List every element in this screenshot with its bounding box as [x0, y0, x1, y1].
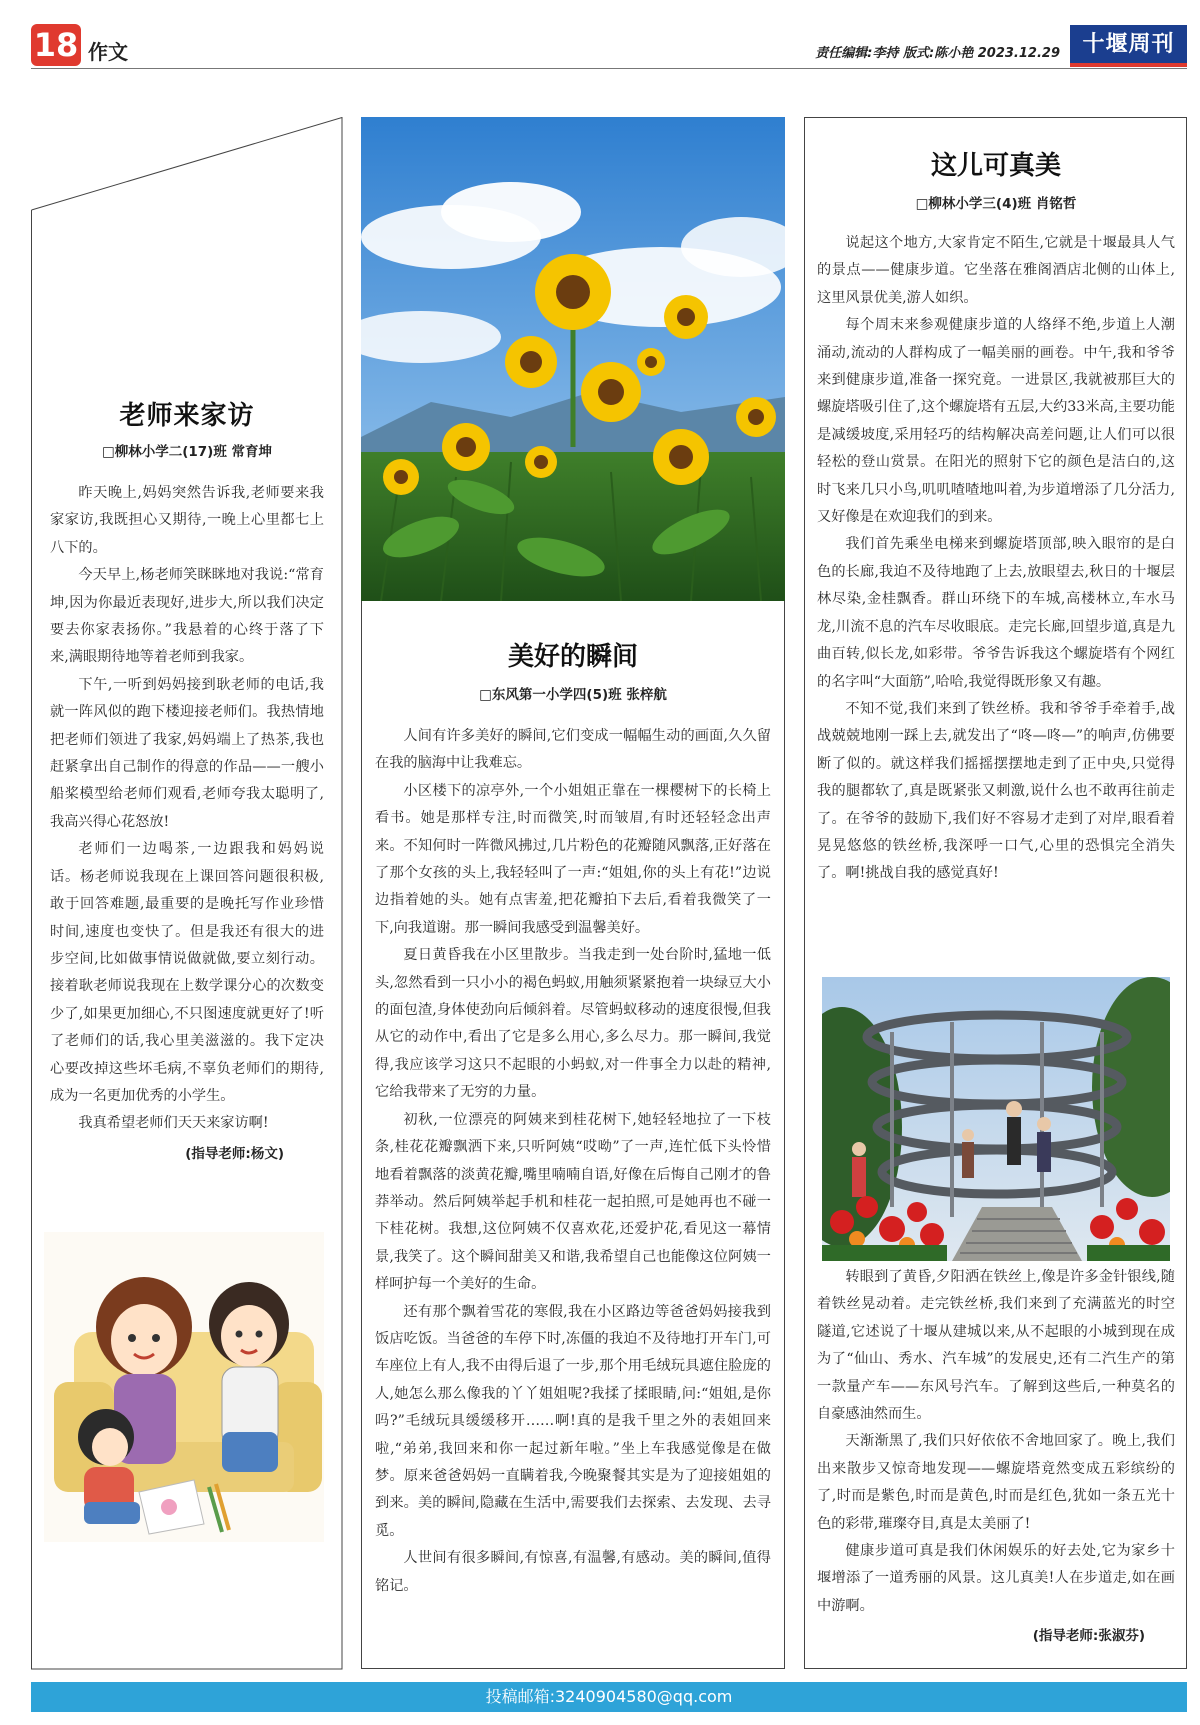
- paragraph: 下午,一听到妈妈接到耿老师的电话,我就一阵风似的跑下楼迎接老师们。我热情地把老师们领进了我家,妈妈端上了热茶,我也赶紧拿出自己制作的得意的作品——一艘小船桨模型给老师们观看,老师夸我太聪明了,我高兴得心花怒放!: [50, 676, 324, 830]
- page-number: 18: [31, 24, 81, 66]
- paragraph: 老师们一边喝茶,一边跟我和妈妈说话。杨老师说我现在上课回答问题很积极,敢于回答难题,最重要的是晚托写作业珍惜时间,速度也变快了。但是我还有很大的进步空间,比如做事情说做就做,要立刻行动。接着耿老师说我现在上数学课分心的次数变少了,如果更加细心,不只图速度就更好了!听了老师们的话,我心里美滋滋的。我下定决心要改掉这些坏毛病,不辜负老师们的期待,成为一名更加优秀的小学生。: [50, 841, 324, 1104]
- header-divider: [31, 68, 1187, 69]
- sunflower-photo: [361, 117, 785, 601]
- article-byline: □柳林小学二(17)班 常育坤: [101, 444, 273, 460]
- paragraph: 人间有许多美好的瞬间,它们变成一幅幅生动的画面,久久留在我的脑海中让我难忘。: [375, 728, 771, 772]
- paragraph: 不知不觉,我们来到了铁丝桥。我和爷爷手牵着手,战战兢兢地刚一踩上去,就发出了“咚—咚—”的响声,仿佛要断了似的。就这样我们摇摇摆摆地走到了正中央,只觉得我的腿都软了,真是既紧张又刺激,说什么也不敢再往前走了。在爷爷的鼓励下,我们好不容易才走到了对岸,眼看着晃晃悠悠的铁丝桥,我深呼一口气,心里的恐惧完全消失了。啊!挑战自我的感觉真好!: [817, 700, 1175, 882]
- paragraph: 我们首先乘坐电梯来到螺旋塔顶部,映入眼帘的是白色的长廊,我迫不及待地跑了上去,放眼望去,秋日的十堰层林尽染,金桂飘香。群山环绕下的车城,高楼林立,车水马龙,川流不息的汽车尽收眼底。走完长廊,回望步道,真是九曲百转,似长龙,如彩带。爷爷告诉我这个螺旋塔有个网红的名字叫“大面筋”,哈哈,我觉得既形象又有趣。: [817, 536, 1175, 690]
- article-title: 老师来家访: [119, 401, 255, 431]
- paragraph: 我真希望老师们天天来家访啊!: [78, 1115, 269, 1132]
- article-so-beautiful-continued: [817, 1264, 1175, 1644]
- paragraph: 夏日黄昏我在小区里散步。当我走到一处台阶时,猛地一低头,忽然看到一只小小的褐色蚂蚁,用触须紧紧抱着一块绿豆大小的面包渣,身体使劲向后倾斜着。尽管蚂蚁移动的速度很慢,但我从它的动作中,看出了它是多么用心,多么尽力。那一瞬间,我觉得,我应该学习这只不起眼的小蚂蚁,对一件事全力以赴的精神,它给我带来了无穷的力量。: [375, 947, 771, 1101]
- article-body: [817, 1264, 1175, 1620]
- section-label: 作文: [88, 40, 128, 64]
- paragraph: 健康步道可真是我们休闲娱乐的好去处,它为家乡十堰增添了一道秀丽的风景。这儿真美!人在步道走,如在画中游啊。: [817, 1543, 1175, 1614]
- advisor-credit: (指导老师:张淑芬): [1032, 1628, 1145, 1645]
- article-title: 这儿可真美: [930, 151, 1061, 181]
- spiral-tower-photo: [822, 977, 1170, 1261]
- paragraph: 说起这个地方,大家肯定不陌生,它就是十堰最具人气的景点——健康步道。它坐落在雅阁酒店北侧的山体上,这里风景优美,游人如织。: [817, 235, 1175, 306]
- paragraph: 每个周末来参观健康步道的人络绎不绝,步道上人潮涌动,流动的人群构成了一幅美丽的画卷。中午,我和爷爷来到健康步道,准备一探究竟。一进景区,我就被那巨大的螺旋塔吸引住了,这个螺旋塔有五层,大约33米高,主要功能是减缓坡度,采用轻巧的结构解决高差问题,让人们可以很轻松的登山赏景。在阳光的照射下它的颜色是洁白的,这时飞来几只小鸟,叽叽喳喳地叫着,为步道增添了几分活力,又好像是在欢迎我们的到来。: [817, 317, 1175, 526]
- article-body: [50, 480, 324, 1138]
- paragraph: 小区楼下的凉亭外,一个小姐姐正靠在一棵樱树下的长椅上看书。她是那样专注,时而微笑,时而皱眉,有时还轻轻念出声来。不知何时一阵微风拂过,几片粉色的花瓣随风飘落,正好落在了那个女孩的头上,我轻轻叫了一声:“姐姐,你的头上有花!”边说边指着她的头。她有点害羞,把花瓣拍下去后,看着我微笑了一下,向我道谢。那一瞬间我感受到温馨美好。: [375, 782, 771, 936]
- article-title: 美好的瞬间: [507, 642, 638, 672]
- article-so-beautiful: [817, 145, 1175, 888]
- article-byline: □柳林小学三(4)班 肖铭哲: [915, 196, 1077, 212]
- article-teacher-visit: [50, 395, 324, 1162]
- article-byline: □东风第一小学四(5)班 张梓航: [479, 687, 667, 703]
- paragraph: 今天早上,杨老师笑眯眯地对我说:“常育坤,因为你最近表现好,进步大,所以我们决定要去你家表扬你。”我悬着的心终于落了下来,满眼期待地等着老师到我家。: [50, 567, 324, 666]
- masthead-logo: 十堰周刊: [1070, 25, 1187, 67]
- article-body: [817, 230, 1175, 888]
- paragraph: 昨天晚上,妈妈突然告诉我,老师要来我家家访,我既担心又期待,一晚上心里都七上八下的。: [50, 485, 324, 556]
- home-visit-illustration: [44, 1232, 324, 1542]
- advisor-credit: (指导老师:杨文): [185, 1145, 284, 1162]
- paragraph: 初秋,一位漂亮的阿姨来到桂花树下,她轻轻地拉了一下枝条,桂花花瓣飘洒下来,只听阿姨“哎呦”了一声,连忙低下头怜惜地看着飘落的淡黄花瓣,嘴里喃喃自语,好像在后悔自己刚才的鲁莽举动。然后阿姨举起手机和桂花一起拍照,可是她再也不碰一下桂花树。我想,这位阿姨不仅喜欢花,还爱护花,看见这一幕情景,我笑了。这个瞬间甜美又和谐,我希望自己也能像这位阿姨一样呵护每一个美好的生命。: [375, 1111, 771, 1293]
- paragraph: 转眼到了黄昏,夕阳洒在铁丝上,像是许多金针银线,随着铁丝晃动着。走完铁丝桥,我们来到了充满蓝光的时空隧道,它述说了十堰从建城以来,从不起眼的小城到现在成为了“仙山、秀水、汽车城”的发展史,还有二汽生产的第一款量产车——东风号汽车。了解到这些后,一种莫名的自豪感油然而生。: [817, 1269, 1175, 1423]
- submission-email-bar: 投稿邮箱:3240904580@qq.com: [31, 1682, 1187, 1712]
- paragraph: 天渐渐黑了,我们只好依依不舍地回家了。晚上,我们出来散步又惊奇地发现——螺旋塔竟然变成五彩缤纷的了,时而是紫色,时而是黄色,时而是红色,犹如一条五光十色的彩带,璀璨夺目,真是太美丽了!: [817, 1433, 1175, 1532]
- article-body: [375, 723, 771, 1600]
- paragraph: 人世间有很多瞬间,有惊喜,有温馨,有感动。美的瞬间,值得铭记。: [375, 1550, 771, 1594]
- article-beautiful-moment: [375, 636, 771, 1600]
- paragraph: 还有那个飘着雪花的寒假,我在小区路边等爸爸妈妈接我到饭店吃饭。当爸爸的车停下时,冻僵的我迫不及待地打开车门,可车座位上有人,我不由得后退了一步,那个用毛绒玩具遮住脸庞的人,她怎么那么像我的丫丫姐姐呢?我揉了揉眼睛,问:“姐姐,是你吗?”毛绒玩具缓缓移开……啊!真的是我千里之外的表姐回来啦,“弟弟,我回来和你一起过新年啦。”坐上车我感觉像是在做梦。原来爸爸妈妈一直瞒着我,今晚聚餐其实是为了迎接姐姐的到来。美的瞬间,隐藏在生活中,需要我们去探索、去发现、去寻觅。: [375, 1303, 771, 1539]
- editor-credits: 责任编辑:李持 版式:陈小艳 2023.12.29: [815, 46, 1060, 61]
